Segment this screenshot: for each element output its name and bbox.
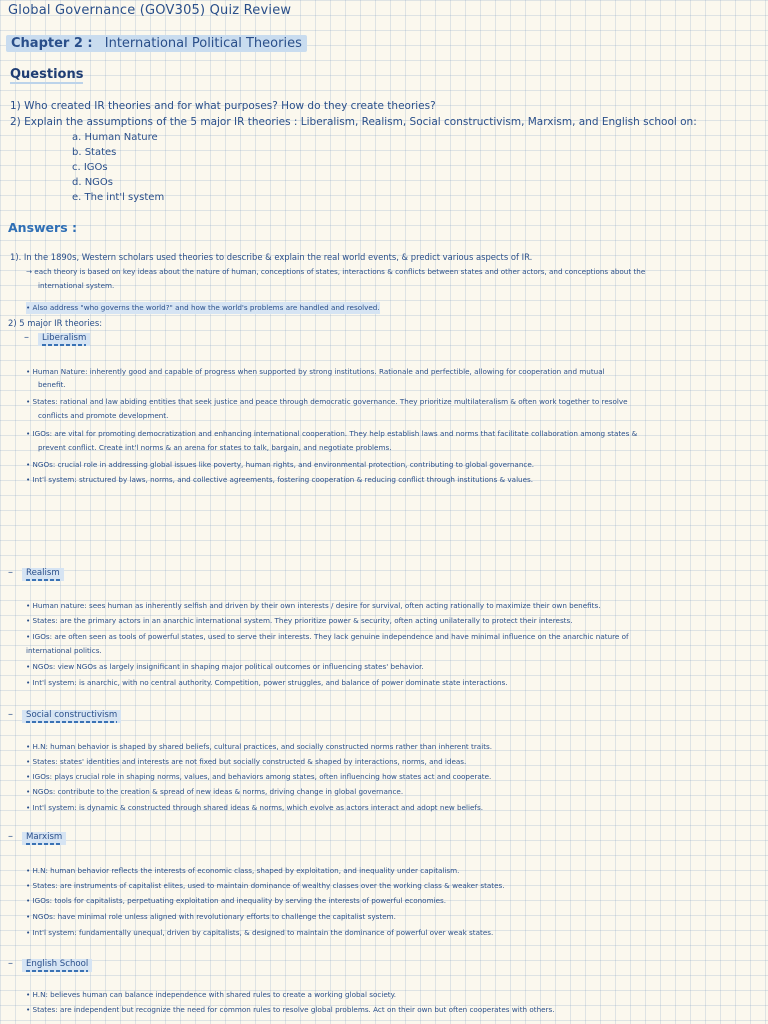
marxism-line: • NGOs: have minimal role unless aligned with revolutionary efforts to challenge the capitalist system. [26, 912, 396, 921]
answer-line: 2) 5 major IR theories: [8, 318, 103, 328]
constructivism-line: • H.N: human behavior is shaped by shared beliefs, cultural practices, and socially constructed norms rather than inherent traits. [26, 742, 493, 751]
english-school-line: • States: are independent but recognize the need for common rules to resolve global problems. Act on their own but often cooperates with others. [26, 1005, 555, 1014]
question-1: 1) Who created IR theories and for what purposes? How do they create theories? [10, 100, 436, 112]
section-label-liberalism: Liberalism [38, 333, 90, 346]
section-label-realism: Realism [22, 568, 64, 581]
questions-heading: Questions [10, 67, 84, 82]
realism-line: • IGOs: are often seen as tools of powerful states, used to serve their interests. They lack genuine independence and have minimal influence on the anarchic nature of [26, 632, 629, 641]
dash-marker: – [24, 332, 29, 343]
liberalism-line: • NGOs: crucial role in addressing global issues like poverty, human rights, and environmental protection, contributing to global governance. [26, 460, 535, 469]
question-item: b. States [72, 147, 117, 158]
dash-marker: – [8, 709, 13, 720]
realism-line: • NGOs: view NGOs as largely insignificant in shaping major political outcomes or influencing states' behavior. [26, 662, 424, 671]
answer-line: 1). In the 1890s, Western scholars used theories to describe & explain the real world events, & predict various aspects of IR. [10, 252, 533, 262]
answer-line: → each theory is based on key ideas about the nature of human, conceptions of states, interactions & conflicts between states and other actors, and conceptions about the [26, 267, 646, 276]
dash-marker: – [8, 567, 13, 578]
question-item: e. The int'l system [72, 192, 165, 203]
realism-line: • States: are the primary actors in an anarchic international system. They prioritize power & security, often acting unilaterally to protect their interests. [26, 616, 573, 625]
section-label-marxism: Marxism [22, 832, 66, 845]
liberalism-line: • IGOs: are vital for promoting democratization and enhancing international cooperation. They help establish laws and norms that facilitate collaboration among states & [26, 429, 638, 438]
realism-line: • Int'l system: is anarchic, with no central authority. Competition, power struggles, and balance of power dominate state interactions. [26, 678, 508, 687]
liberalism-line: prevent conflict. Create int'l norms & an arena for states to talk, bargain, and negotiate problems. [38, 443, 392, 452]
marxism-line: • Int'l system: fundamentally unequal, driven by capitalists, & designed to maintain the dominance of powerful over weak states. [26, 928, 494, 937]
dash-marker: – [8, 831, 13, 842]
constructivism-line: • Int'l system: is dynamic & constructed through shared ideas & norms, which evolve as actors interact and adopt new beliefs. [26, 803, 483, 812]
constructivism-line: • States: states' identities and interests are not fixed but socially constructed & shaped by interactions, norms, and ideas. [26, 757, 467, 766]
question-item: a. Human Nature [72, 132, 158, 143]
question-item: c. IGOs [72, 162, 108, 173]
liberalism-line: benefit. [38, 380, 66, 389]
constructivism-line: • IGOs: plays crucial role in shaping norms, values, and behaviors among states, often influencing how states act and cooperate. [26, 772, 492, 781]
answer-line: international system. [38, 281, 115, 290]
question-item: d. NGOs [72, 177, 114, 188]
document-title: Global Governance (GOV305) Quiz Review [8, 3, 292, 18]
dash-marker: – [8, 958, 13, 969]
liberalism-line: • States: rational and law abiding entities that seek justice and peace through democratic governance. They prioritize multilateralism & often work together to resolve [26, 397, 628, 406]
liberalism-line: • Human Nature: inherently good and capable of progress when supported by strong institutions. Rationale and perfectible, allowing for cooperation and mutual [26, 367, 605, 376]
section-label-english-school: English School [22, 959, 92, 972]
liberalism-line: conflicts and promote development. [38, 411, 169, 420]
realism-line: • Human nature: sees human as inherently selfish and driven by their own interests / desire for survival, often acting rationally to maximize their own benefits. [26, 601, 601, 610]
chapter-heading [6, 35, 307, 52]
answers-heading: Answers : [8, 220, 77, 235]
chapter-name: International Political Theories [104, 36, 302, 51]
liberalism-line: • Int'l system: structured by laws, norms, and collective agreements, fostering cooperation & reducing conflict through institutions & values. [26, 475, 534, 484]
chapter-label: Chapter 2 : [11, 36, 93, 51]
marxism-line: • IGOs: tools for capitalists, perpetuating exploitation and inequality by serving the interests of powerful economies. [26, 896, 447, 905]
marxism-line: • States: are instruments of capitalist elites, used to maintain dominance of wealthy classes over the working class & weaker states. [26, 881, 505, 890]
answer-line: • Also address "who governs the world?" and how the world's problems are handled and resolved. [26, 303, 380, 312]
english-school-line: • H.N: believes human can balance independence with shared rules to create a working global society. [26, 990, 397, 999]
realism-line: international politics. [26, 646, 102, 655]
marxism-line: • H.N: human behavior reflects the interests of economic class, shaped by exploitation, and inequality under capitalism. [26, 866, 460, 875]
constructivism-line: • NGOs: contribute to the creation & spread of new ideas & norms, driving change in global governance. [26, 787, 404, 796]
question-2: 2) Explain the assumptions of the 5 major IR theories : Liberalism, Realism, Social constructivism, Marxism, and English school on: [10, 116, 697, 128]
section-label-social-constructivism: Social constructivism [22, 710, 121, 723]
